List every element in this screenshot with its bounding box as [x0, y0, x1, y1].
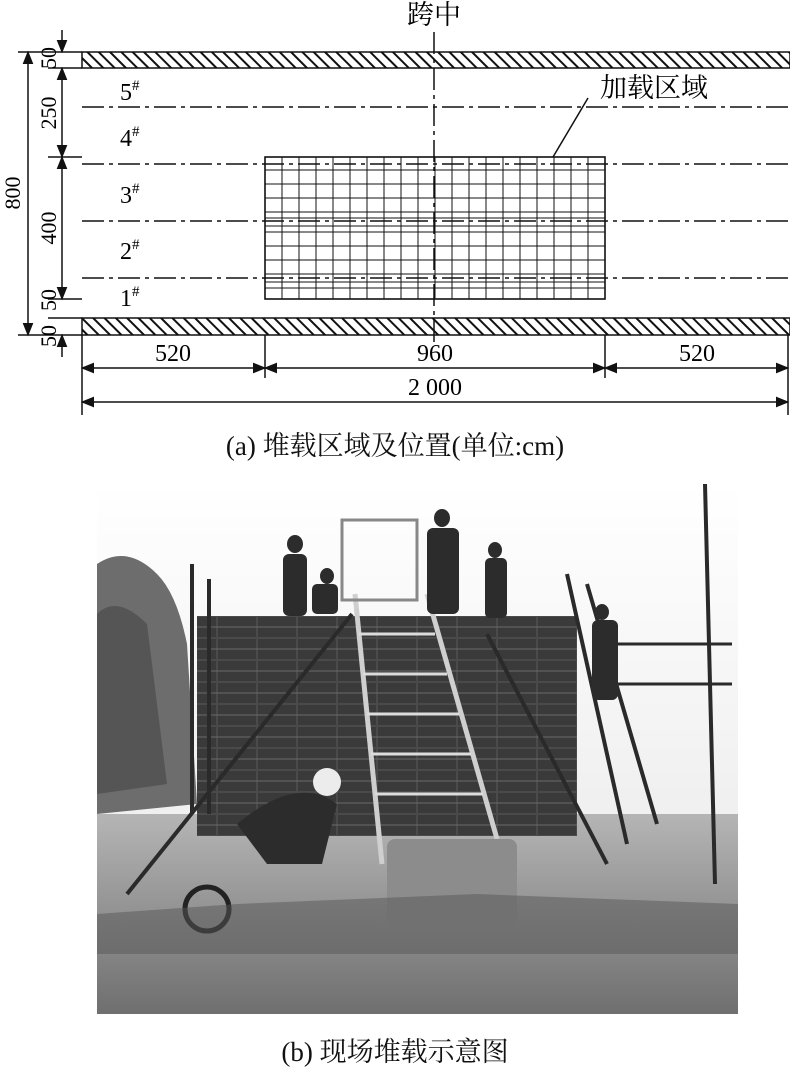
girder-label-1: 1# — [120, 284, 140, 312]
top-edge-beam — [82, 52, 790, 68]
bottom-edge-beam — [82, 318, 790, 335]
girder-centerlines — [82, 107, 790, 278]
caption-b: (b) 现场堆载示意图 — [281, 1037, 509, 1067]
dim-total-vertical: 800 — [0, 176, 25, 210]
dim-right: 520 — [679, 341, 715, 367]
horizontal-dimension-labels — [155, 341, 715, 401]
dim-left: 520 — [155, 341, 191, 367]
dim-middle: 400 — [36, 211, 61, 245]
girder-label-4: 4# — [120, 124, 140, 152]
girder-label-3: 3# — [120, 181, 140, 209]
dim-total-horizontal: 2 000 — [408, 375, 462, 401]
dim-upper: 250 — [36, 96, 61, 130]
girder-label-2: 2# — [120, 237, 140, 265]
caption-a: (a) 堆载区域及位置(单位:cm) — [225, 431, 565, 461]
girder-label-5: 5# — [120, 78, 140, 106]
midspan-label: 跨中 — [407, 0, 461, 31]
dim-bottom-edge: 50 — [36, 325, 61, 347]
loading-area-grid — [265, 157, 605, 299]
vertical-dimension-labels — [0, 47, 61, 347]
loading-area-diagram — [0, 0, 790, 420]
girder-labels — [120, 78, 140, 312]
loading-area-label: 加载区域 — [600, 73, 708, 104]
site-photo — [97, 484, 738, 1014]
dim-center: 960 — [417, 341, 453, 367]
dim-lower: 50 — [36, 289, 61, 311]
dim-top-edge: 50 — [36, 47, 61, 69]
